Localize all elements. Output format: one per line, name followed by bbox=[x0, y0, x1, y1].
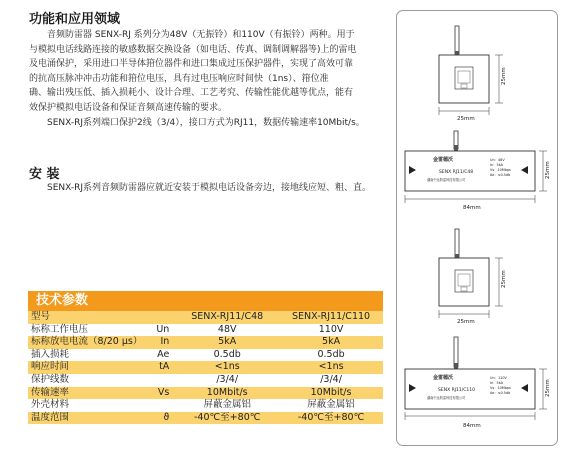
device-drawings bbox=[397, 11, 557, 445]
spec-value-c110: 0.5db bbox=[279, 349, 383, 362]
model-label-c48: SENX RJ11/C48 bbox=[439, 170, 474, 175]
dim-side-width: 84mm bbox=[463, 205, 481, 211]
spec-c110-line: Ae：≤0.5db bbox=[490, 391, 511, 395]
functions-line: 与模拟电话线路连接的敏感数据交换设备（如电话、传真、调制调解器等)上的雷电 bbox=[29, 44, 357, 55]
spec-value-c48: 0.5db bbox=[175, 349, 279, 362]
spec-value-c48: 5kA bbox=[175, 336, 279, 349]
spec-c48-line: In：5kA bbox=[490, 163, 503, 167]
spec-row bbox=[28, 412, 383, 425]
functions-line: SENX-RJ系列端口保护2线（3/4），接口方式为RJ11，数据传输速率10Mbit/s。 bbox=[47, 117, 365, 128]
spec-value-c48: -40℃至+80℃ bbox=[175, 412, 279, 425]
dim-top-width: 25mm bbox=[457, 116, 475, 122]
spec-value-c48: 10Mbit/s bbox=[175, 387, 279, 400]
spec-row bbox=[28, 387, 383, 400]
spec-value-c110: 110V bbox=[279, 324, 383, 337]
spec-symbol: Un bbox=[145, 324, 175, 337]
install-line: SENX-RJ系列音频防雷器应就近安装于模拟电话设备旁边，接地线应短、粗、直。 bbox=[47, 183, 372, 193]
spec-symbol: Ae bbox=[145, 349, 175, 362]
spec-symbol: tA bbox=[145, 361, 175, 374]
functions-line: 确、输出残压低、插入损耗小、设计合理、工艺考究、传输性能优越等优点，能有 bbox=[29, 88, 354, 99]
functions-line: 的抗高压脉冲冲击功能和箝位电压，具有过电压响应时间快（1ns）、箝位准 bbox=[29, 73, 329, 84]
spec-value-c48: /3/4/ bbox=[175, 374, 279, 387]
dim-top-height: 25mm bbox=[501, 67, 507, 85]
dim-top-width: 25mm bbox=[457, 319, 475, 325]
spec-symbol bbox=[145, 311, 175, 324]
spec-c48-line: Vs：10Mbps bbox=[490, 168, 511, 172]
spec-c110-line: Un：110V bbox=[490, 376, 507, 380]
side-view-c48 bbox=[405, 131, 551, 211]
spec-value-c110: /3/4/ bbox=[279, 374, 383, 387]
model-label-c110: SENX RJ11/C110 bbox=[438, 388, 476, 393]
section-title-functions: 功能和应用领域 bbox=[29, 12, 121, 27]
top-view-c110 bbox=[439, 229, 507, 325]
spec-label: 温度范围 bbox=[28, 412, 145, 425]
spec-label: 传输速率 bbox=[28, 387, 145, 400]
functions-line: 音频防雷器 SENX-RJ 系列分为48V（无振铃）和110V（有振铃）两种。用于 bbox=[47, 30, 355, 40]
spec-title: 技术参数 bbox=[28, 291, 383, 311]
section-title-install: 安 装 bbox=[29, 167, 60, 182]
dim-side-height: 25mm bbox=[545, 161, 551, 179]
spec-label: 外壳材料 bbox=[28, 399, 145, 412]
spec-row bbox=[28, 361, 383, 374]
spec-label: 标称放电电流（8/20 μs） bbox=[28, 336, 145, 349]
maker-label: 湖南中达防雷科技有限公司 bbox=[427, 396, 466, 400]
spec-value-c48: <1ns bbox=[175, 361, 279, 374]
spec-row bbox=[28, 336, 383, 349]
side-view-c110 bbox=[405, 337, 551, 429]
spec-row bbox=[28, 324, 383, 337]
spec-row bbox=[28, 311, 383, 324]
spec-symbol bbox=[145, 374, 175, 387]
spec-value-c110: -40℃至+80℃ bbox=[279, 412, 383, 425]
spec-value-c110: 10Mbit/s bbox=[279, 387, 383, 400]
brand-label: 金雷德沃 bbox=[433, 157, 454, 163]
spec-value-c48: 屏蔽金属铝 bbox=[175, 399, 279, 412]
spec-value-c48: SENX-RJ11/C48 bbox=[175, 311, 279, 324]
spec-value-c110: <1ns bbox=[279, 361, 383, 374]
functions-paragraph bbox=[29, 28, 389, 130]
dim-top-height: 25mm bbox=[501, 270, 507, 288]
spec-symbol bbox=[145, 399, 175, 412]
functions-line: 及电涌保护，采用进口半导体箝位器件和进口集成过压保护器件，实现了高效可靠 bbox=[29, 59, 354, 70]
spec-label: 保护线数 bbox=[28, 374, 145, 387]
dim-side-width: 84mm bbox=[463, 423, 481, 429]
spec-row bbox=[28, 399, 383, 412]
spec-symbol: In bbox=[145, 336, 175, 349]
drawings-panel bbox=[396, 10, 558, 446]
maker-label: 湖南中达防雷科技有限公司 bbox=[427, 178, 466, 182]
spec-c110-line: In：5kA bbox=[490, 381, 503, 385]
brand-label: 金雷德沃 bbox=[433, 375, 454, 381]
spec-label: 标称工作电压 bbox=[28, 324, 145, 337]
spec-row bbox=[28, 374, 383, 387]
spec-table bbox=[28, 311, 383, 424]
spec-c48-line: Ae：≤0.5db bbox=[490, 173, 511, 177]
spec-value-c110: SENX-RJ11/C110 bbox=[279, 311, 383, 324]
functions-line: 效保护模拟电话设备和保证音频高速传输的要求。 bbox=[29, 102, 228, 113]
spec-symbol: Vs bbox=[145, 387, 175, 400]
spec-label: 响应时间 bbox=[28, 361, 145, 374]
spec-symbol: ϑ bbox=[145, 412, 175, 425]
spec-c110-line: Vs：10Mbps bbox=[490, 386, 511, 390]
spec-c48-line: Un：48V bbox=[490, 158, 505, 162]
spec-value-c110: 屏蔽金属铝 bbox=[279, 399, 383, 412]
spec-label: 插入损耗 bbox=[28, 349, 145, 362]
spec-label: 型号 bbox=[28, 311, 145, 324]
install-paragraph bbox=[29, 181, 389, 196]
dim-side-height: 25mm bbox=[545, 379, 551, 397]
spec-value-c48: 48V bbox=[175, 324, 279, 337]
spec-value-c110: 5kA bbox=[279, 336, 383, 349]
spec-row bbox=[28, 349, 383, 362]
top-view-c48 bbox=[439, 26, 507, 122]
